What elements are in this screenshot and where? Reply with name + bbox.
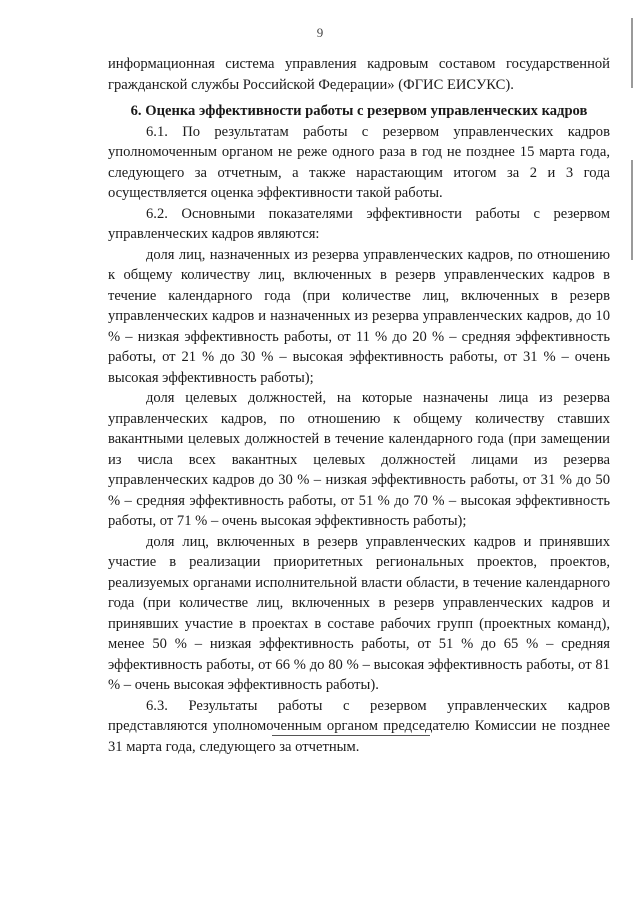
page-number: 9 (316, 25, 324, 40)
paragraph-6-3: 6.3. Результаты работы с резервом управленческих кадров представляются уполномоченным органом председателю Комиссии не позднее 31 марта года, следующего за отчетным. (108, 697, 610, 755)
indicator-paragraph-3: доля лиц, включенных в резерв управленческих кадров и принявших участие в реализации приоритетных региональных проектов, проектов, реализуемых органами исполнительной власти области, в течение календарного года (при количестве лиц, включенных в резерв управленческих кадров и принявших участие в проектах в составе рабочих групп (проектных команд), менее 50 % – низкая эффективность работы, от 51 % до 65 % – средняя эффективность работы, от 66 % до 80 % – высокая эффективность работы, от 81 % – очень высокая эффективность работы). (108, 533, 610, 693)
indicator-paragraph-2: доля целевых должностей, на которые назначены лица из резерва управленческих кадров, по отношению к общему количеству ставших вакантными целевых должностей в течение календарного года (при замещении из числа всех вакантных целевых должностей лицами из резерва управленческих кадров до 30 % – низкая эффективность работы, от 31 % до 50 % – средняя эффективность работы, от 51 % до 70 % – высокая эффективность работы, от 71 % – очень высокая эффективность работы); (108, 390, 610, 529)
section-heading: 6. Оценка эффективности работы с резервом управленческих кадров (130, 103, 588, 119)
paragraph-6-1: 6.1. По результатам работы с резервом управленческих кадров уполномоченным органом не реже одного раза в год не позднее 15 марта года, следующего за отчетным, а также нарастающим итогом за 2 и 3 года осуществляется оценка эффективности такой работы. (108, 123, 610, 201)
indicator-paragraph-1: доля лиц, назначенных из резерва управленческих кадров, по отношению к общему количеству лиц, включенных в резерв управленческих кадров в течение календарного года (при количестве лиц, включенных в резерв управленческих кадров и назначенных из резерва управленческих кадров, до 10 % – низкая эффективность работы, от 11 % до 20 % – средняя эффективность работы, от 21 % до 30 % – высокая эффективность работы, от 31 % – очень высокая эффективность работы); (108, 246, 610, 386)
scan-edge-mark (631, 18, 633, 88)
scan-edge-mark (631, 160, 633, 260)
intro-continuation-paragraph: информационная система управления кадровым составом государственной гражданской службы Российской Федерации» (ФГИС ЕИСУКС). (108, 56, 610, 93)
end-of-text-rule (272, 735, 430, 736)
document-body (108, 54, 610, 757)
paragraph-6-2: 6.2. Основными показателями эффективности работы с резервом управленческих кадров являются: (108, 205, 610, 242)
